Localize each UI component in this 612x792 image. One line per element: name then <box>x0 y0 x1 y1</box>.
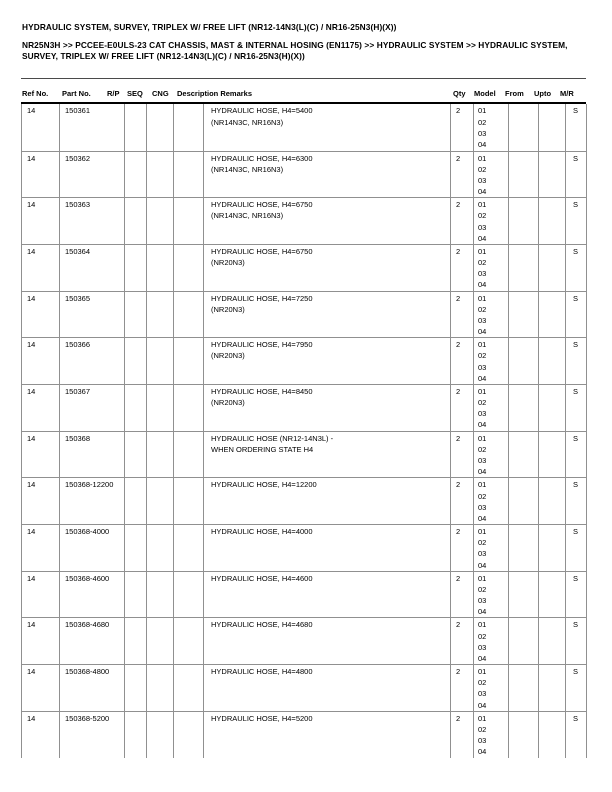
from-cell <box>509 244 539 291</box>
part-no-cell: 150368 <box>60 431 125 478</box>
rp-cell <box>125 104 147 151</box>
model-line: 04 <box>478 513 487 523</box>
model-line: 04 <box>478 187 487 197</box>
model-line: 03 <box>478 409 487 419</box>
model-cell <box>474 104 509 151</box>
from-cell <box>509 665 539 712</box>
mr-cell: S <box>566 431 587 478</box>
model-line: 02 <box>478 631 487 641</box>
cng-cell <box>174 385 204 432</box>
cng-cell <box>174 338 204 385</box>
rp-cell <box>125 291 147 338</box>
model-line: 01 <box>478 713 487 723</box>
model-line: 03 <box>478 736 487 746</box>
model-line: 03 <box>478 596 487 606</box>
mr-cell: S <box>566 478 587 525</box>
model-line: 02 <box>478 724 487 734</box>
from-cell <box>509 385 539 432</box>
from-cell <box>509 338 539 385</box>
table-row <box>22 571 587 618</box>
mr-cell: S <box>566 571 587 618</box>
part-no-cell: 150368-5200 <box>60 711 125 758</box>
model-cell <box>474 431 509 478</box>
upto-cell <box>539 244 566 291</box>
model-cell <box>474 151 509 198</box>
rp-cell <box>125 618 147 665</box>
column-header-mr: M/R <box>560 88 574 98</box>
model-line: 04 <box>478 653 487 663</box>
description-line: HYDRAULIC HOSE, H4=5200 <box>211 713 313 723</box>
column-header-model: Model <box>474 88 496 98</box>
description-line: (NR20N3) <box>211 258 245 268</box>
rp-cell <box>125 711 147 758</box>
from-cell <box>509 711 539 758</box>
description-cell <box>204 525 451 572</box>
model-line: 03 <box>478 549 487 559</box>
description-line: HYDRAULIC HOSE, H4=7250 <box>211 293 313 303</box>
part-no-cell: 150367 <box>60 385 125 432</box>
upto-cell <box>539 338 566 385</box>
qty-cell: 2 <box>451 525 474 572</box>
model-line: 04 <box>478 420 487 430</box>
cng-cell <box>174 431 204 478</box>
ref-no-cell: 14 <box>22 338 60 385</box>
model-line: 01 <box>478 153 487 163</box>
rp-cell <box>125 338 147 385</box>
upto-cell <box>539 665 566 712</box>
model-line: 02 <box>478 117 487 127</box>
rp-cell <box>125 665 147 712</box>
table-row <box>22 291 587 338</box>
table-row <box>22 665 587 712</box>
model-cell <box>474 478 509 525</box>
page-title: HYDRAULIC SYSTEM, SURVEY, TRIPLEX W/ FREE LIFT (NR12-14N3(L)(C) / NR16-25N3(H)(X)) <box>22 21 397 32</box>
description-cell <box>204 571 451 618</box>
cng-cell <box>174 151 204 198</box>
from-cell <box>509 571 539 618</box>
model-line: 01 <box>478 527 487 537</box>
column-header-rp: R/P <box>107 88 120 98</box>
table-row <box>22 244 587 291</box>
seq-cell <box>147 244 174 291</box>
model-line: 02 <box>478 164 487 174</box>
model-line: 04 <box>478 467 487 477</box>
model-cell <box>474 291 509 338</box>
part-no-cell: 150368-4800 <box>60 665 125 712</box>
table-row <box>22 431 587 478</box>
seq-cell <box>147 198 174 245</box>
model-cell <box>474 665 509 712</box>
column-header-part-no: Part No. <box>62 88 91 98</box>
model-line: 01 <box>478 667 487 677</box>
description-line: (NR14N3C, NR16N3) <box>211 211 284 221</box>
upto-cell <box>539 291 566 338</box>
table-row <box>22 618 587 665</box>
part-no-cell: 150368-12200 <box>60 478 125 525</box>
seq-cell <box>147 711 174 758</box>
qty-cell: 2 <box>451 338 474 385</box>
cng-cell <box>174 244 204 291</box>
ref-no-cell: 14 <box>22 385 60 432</box>
ref-no-cell: 14 <box>22 711 60 758</box>
model-line: 02 <box>478 491 487 501</box>
description-line: (NR20N3) <box>211 398 245 408</box>
model-line: 03 <box>478 642 487 652</box>
cng-cell <box>174 478 204 525</box>
description-cell <box>204 478 451 525</box>
description-line: HYDRAULIC HOSE, H4=6750 <box>211 246 313 256</box>
column-header-seq: SEQ <box>127 88 143 98</box>
table-row <box>22 478 587 525</box>
rp-cell <box>125 198 147 245</box>
ref-no-cell: 14 <box>22 478 60 525</box>
mr-cell: S <box>566 104 587 151</box>
description-line: HYDRAULIC HOSE, H4=4800 <box>211 667 313 677</box>
column-header-from: From <box>505 88 524 98</box>
model-line: 04 <box>478 373 487 383</box>
column-header-upto: Upto <box>534 88 552 98</box>
upto-cell <box>539 571 566 618</box>
seq-cell <box>147 385 174 432</box>
table-header-row <box>0 88 612 101</box>
from-cell <box>509 525 539 572</box>
upto-cell <box>539 104 566 151</box>
model-line: 02 <box>478 211 487 221</box>
seq-cell <box>147 571 174 618</box>
description-line: (NR20N3) <box>211 304 245 314</box>
model-line: 02 <box>478 444 487 454</box>
description-cell <box>204 244 451 291</box>
part-no-cell: 150361 <box>60 104 125 151</box>
rp-cell <box>125 431 147 478</box>
seq-cell <box>147 478 174 525</box>
model-line: 04 <box>478 700 487 710</box>
from-cell <box>509 151 539 198</box>
column-header-cng: CNG <box>152 88 169 98</box>
cng-cell <box>174 711 204 758</box>
mr-cell: S <box>566 665 587 712</box>
qty-cell: 2 <box>451 618 474 665</box>
description-cell <box>204 291 451 338</box>
description-cell <box>204 198 451 245</box>
description-line: (NR20N3) <box>211 351 245 361</box>
part-no-cell: 150368-4000 <box>60 525 125 572</box>
model-line: 03 <box>478 362 487 372</box>
table-row <box>22 198 587 245</box>
model-line: 02 <box>478 538 487 548</box>
part-no-cell: 150368-4680 <box>60 618 125 665</box>
description-cell <box>204 338 451 385</box>
seq-cell <box>147 338 174 385</box>
upto-cell <box>539 385 566 432</box>
cng-cell <box>174 104 204 151</box>
seq-cell <box>147 104 174 151</box>
description-cell <box>204 618 451 665</box>
mr-cell: S <box>566 338 587 385</box>
model-line: 02 <box>478 258 487 268</box>
mr-cell: S <box>566 385 587 432</box>
rp-cell <box>125 244 147 291</box>
model-line: 01 <box>478 200 487 210</box>
upto-cell <box>539 618 566 665</box>
model-line: 03 <box>478 315 487 325</box>
ref-no-cell: 14 <box>22 151 60 198</box>
model-cell <box>474 244 509 291</box>
qty-cell: 2 <box>451 711 474 758</box>
qty-cell: 2 <box>451 571 474 618</box>
model-line: 03 <box>478 175 487 185</box>
model-line: 03 <box>478 689 487 699</box>
description-cell <box>204 665 451 712</box>
cng-cell <box>174 525 204 572</box>
description-line: HYDRAULIC HOSE, H4=12200 <box>211 480 317 490</box>
ref-no-cell: 14 <box>22 525 60 572</box>
model-line: 04 <box>478 560 487 570</box>
mr-cell: S <box>566 244 587 291</box>
cng-cell <box>174 571 204 618</box>
cng-cell <box>174 665 204 712</box>
model-line: 04 <box>478 233 487 243</box>
ref-no-cell: 14 <box>22 198 60 245</box>
description-line: HYDRAULIC HOSE, H4=4600 <box>211 573 313 583</box>
table-row <box>22 385 587 432</box>
model-line: 03 <box>478 222 487 232</box>
upto-cell <box>539 525 566 572</box>
mr-cell: S <box>566 618 587 665</box>
part-no-cell: 150362 <box>60 151 125 198</box>
table-row <box>22 711 587 758</box>
mr-cell: S <box>566 711 587 758</box>
model-line: 04 <box>478 747 487 757</box>
seq-cell <box>147 291 174 338</box>
description-cell <box>204 385 451 432</box>
rp-cell <box>125 571 147 618</box>
model-cell <box>474 198 509 245</box>
from-cell <box>509 198 539 245</box>
ref-no-cell: 14 <box>22 431 60 478</box>
table-row <box>22 338 587 385</box>
qty-cell: 2 <box>451 478 474 525</box>
from-cell <box>509 431 539 478</box>
description-cell <box>204 431 451 478</box>
mr-cell: S <box>566 525 587 572</box>
from-cell <box>509 104 539 151</box>
ref-no-cell: 14 <box>22 618 60 665</box>
model-line: 01 <box>478 480 487 490</box>
description-line: (NR14N3C, NR16N3) <box>211 117 284 127</box>
description-line: HYDRAULIC HOSE, H4=6750 <box>211 200 313 210</box>
part-no-cell: 150365 <box>60 291 125 338</box>
qty-cell: 2 <box>451 151 474 198</box>
model-line: 04 <box>478 280 487 290</box>
model-line: 02 <box>478 398 487 408</box>
model-line: 02 <box>478 304 487 314</box>
rp-cell <box>125 385 147 432</box>
description-line: HYDRAULIC HOSE, H4=8450 <box>211 387 313 397</box>
description-cell <box>204 151 451 198</box>
seq-cell <box>147 431 174 478</box>
column-header-ref-no: Ref No. <box>22 88 49 98</box>
upto-cell <box>539 711 566 758</box>
description-line: (NR14N3C, NR16N3) <box>211 164 284 174</box>
mr-cell: S <box>566 198 587 245</box>
model-cell <box>474 338 509 385</box>
description-line: HYDRAULIC HOSE, H4=7950 <box>211 340 313 350</box>
model-line: 02 <box>478 584 487 594</box>
model-cell <box>474 525 509 572</box>
ref-no-cell: 14 <box>22 244 60 291</box>
from-cell <box>509 291 539 338</box>
column-header-qty: Qty <box>453 88 466 98</box>
part-no-cell: 150364 <box>60 244 125 291</box>
header-top-rule <box>21 78 586 79</box>
seq-cell <box>147 525 174 572</box>
model-line: 03 <box>478 128 487 138</box>
model-cell <box>474 618 509 665</box>
rp-cell <box>125 478 147 525</box>
model-line: 01 <box>478 293 487 303</box>
seq-cell <box>147 151 174 198</box>
model-line: 02 <box>478 678 487 688</box>
ref-no-cell: 14 <box>22 291 60 338</box>
model-line: 03 <box>478 502 487 512</box>
part-no-cell: 150368-4600 <box>60 571 125 618</box>
description-cell <box>204 711 451 758</box>
upto-cell <box>539 478 566 525</box>
breadcrumb: NR25N3H >> PCCEE-E0ULS-23 CAT CHASSIS, MAST & INTERNAL HOSING (EN1175) >> HYDRAULIC SYSTEM >> HYDRAULIC SYSTEM, SURVEY, TRIPLEX W/ FREE LIFT (NR12-14N3(L)(C) / NR16-25N3(H)(X)) <box>22 40 568 61</box>
qty-cell: 2 <box>451 104 474 151</box>
model-line: 03 <box>478 269 487 279</box>
description-line: HYDRAULIC HOSE, H4=5400 <box>211 106 313 116</box>
rp-cell <box>125 525 147 572</box>
model-line: 04 <box>478 607 487 617</box>
model-cell <box>474 571 509 618</box>
model-line: 01 <box>478 387 487 397</box>
rp-cell <box>125 151 147 198</box>
model-line: 02 <box>478 351 487 361</box>
qty-cell: 2 <box>451 431 474 478</box>
mr-cell: S <box>566 291 587 338</box>
upto-cell <box>539 151 566 198</box>
cng-cell <box>174 618 204 665</box>
part-no-cell: 150366 <box>60 338 125 385</box>
upto-cell <box>539 198 566 245</box>
table-row <box>22 525 587 572</box>
model-cell <box>474 711 509 758</box>
column-header-description: Description Remarks <box>177 88 253 98</box>
seq-cell <box>147 618 174 665</box>
description-line: HYDRAULIC HOSE, H4=6300 <box>211 153 313 163</box>
model-line: 01 <box>478 340 487 350</box>
description-line: WHEN ORDERING STATE H4 <box>211 444 314 454</box>
qty-cell: 2 <box>451 244 474 291</box>
qty-cell: 2 <box>451 665 474 712</box>
upto-cell <box>539 431 566 478</box>
part-no-cell: 150363 <box>60 198 125 245</box>
cng-cell <box>174 198 204 245</box>
model-line: 01 <box>478 106 487 116</box>
parts-table <box>21 104 587 758</box>
description-line: HYDRAULIC HOSE, H4=4680 <box>211 620 313 630</box>
qty-cell: 2 <box>451 385 474 432</box>
ref-no-cell: 14 <box>22 665 60 712</box>
model-line: 04 <box>478 139 487 149</box>
model-cell <box>474 385 509 432</box>
qty-cell: 2 <box>451 198 474 245</box>
from-cell <box>509 618 539 665</box>
cng-cell <box>174 291 204 338</box>
ref-no-cell: 14 <box>22 104 60 151</box>
qty-cell: 2 <box>451 291 474 338</box>
ref-no-cell: 14 <box>22 571 60 618</box>
model-line: 01 <box>478 573 487 583</box>
model-line: 03 <box>478 456 487 466</box>
model-line: 04 <box>478 327 487 337</box>
seq-cell <box>147 665 174 712</box>
description-cell <box>204 104 451 151</box>
from-cell <box>509 478 539 525</box>
parts-table-body <box>22 104 587 758</box>
model-line: 01 <box>478 246 487 256</box>
model-line: 01 <box>478 433 487 443</box>
description-line: HYDRAULIC HOSE (NR12-14N3L) - <box>211 433 334 443</box>
table-row <box>22 151 587 198</box>
model-line: 01 <box>478 620 487 630</box>
description-line: HYDRAULIC HOSE, H4=4000 <box>211 527 313 537</box>
table-row <box>22 104 587 151</box>
mr-cell: S <box>566 151 587 198</box>
